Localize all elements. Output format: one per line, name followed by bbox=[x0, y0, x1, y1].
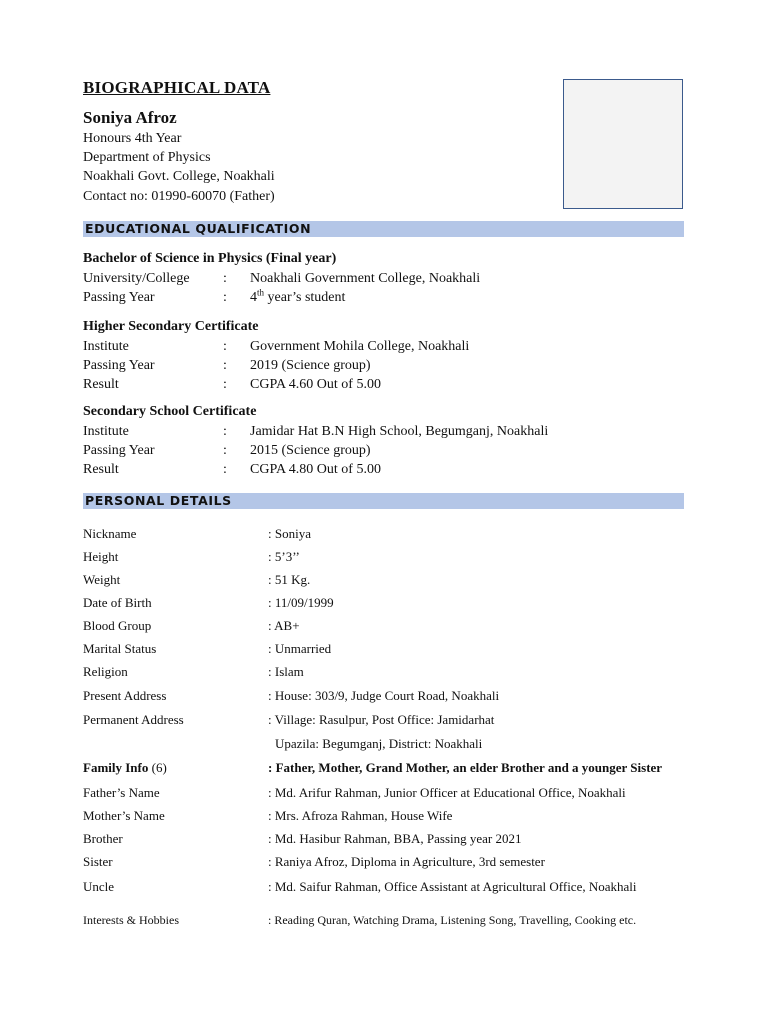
row-separator: : bbox=[223, 358, 227, 373]
row-value: : Mrs. Afroza Rahman, House Wife bbox=[268, 808, 453, 823]
row-value: : Reading Quran, Watching Drama, Listening Song, Travelling, Cooking etc. bbox=[268, 913, 637, 927]
row-value: : Soniya bbox=[268, 526, 311, 541]
row-value: : 5’3’’ bbox=[268, 549, 300, 564]
row-value-text: year’s student bbox=[264, 290, 346, 305]
row-value-number: 4 bbox=[250, 290, 257, 305]
college-line: Noakhali Govt. College, Noakhali bbox=[83, 169, 275, 184]
row-label: Blood Group bbox=[83, 618, 152, 633]
row-separator: : bbox=[223, 377, 227, 392]
year-line: Honours 4th Year bbox=[83, 131, 182, 146]
row-value: CGPA 4.80 Out of 5.00 bbox=[250, 462, 381, 477]
personal-heading: PERSONAL DETAILS bbox=[83, 493, 684, 509]
row-label: Passing Year bbox=[83, 290, 155, 305]
row-value: : Md. Saifur Rahman, Office Assistant at Agricultural Office, Noakhali bbox=[268, 879, 637, 894]
row-value: : AB+ bbox=[268, 618, 300, 633]
row-value: Noakhali Government College, Noakhali bbox=[250, 271, 481, 286]
row-value: : Village: Rasulpur, Post Office: Jamidarhat bbox=[268, 712, 495, 727]
row-value: : 51 Kg. bbox=[268, 572, 311, 587]
education-heading: EDUCATIONAL QUALIFICATION bbox=[83, 221, 684, 237]
row-value: Upazila: Begumganj, District: Noakhali bbox=[275, 736, 483, 751]
row-label: Father’s Name bbox=[83, 785, 160, 800]
row-value: Government Mohila College, Noakhali bbox=[250, 339, 470, 354]
row-label bbox=[83, 760, 167, 776]
row-label: Institute bbox=[83, 339, 129, 354]
row-value: CGPA 4.60 Out of 5.00 bbox=[250, 377, 381, 392]
document-title: BIOGRAPHICAL DATA bbox=[83, 78, 271, 97]
row-label: Mother’s Name bbox=[83, 808, 165, 823]
row-separator: : bbox=[223, 424, 227, 439]
row-value: 2019 (Science group) bbox=[250, 358, 371, 373]
row-value: : Md. Hasibur Rahman, BBA, Passing year 2021 bbox=[268, 831, 522, 846]
ssc-title: Secondary School Certificate bbox=[83, 404, 257, 419]
hsc-title: Higher Secondary Certificate bbox=[83, 319, 259, 334]
row-value: : Father, Mother, Grand Mother, an elder Brother and a younger Sister bbox=[268, 760, 663, 775]
row-separator: : bbox=[223, 462, 227, 477]
row-value bbox=[250, 287, 346, 306]
row-label: Nickname bbox=[83, 526, 137, 541]
row-value: : Raniya Afroz, Diploma in Agriculture, 3rd semester bbox=[268, 854, 545, 869]
row-label: Height bbox=[83, 549, 119, 564]
department-line: Department of Physics bbox=[83, 150, 211, 165]
row-label: Marital Status bbox=[83, 641, 157, 656]
row-label: Permanent Address bbox=[83, 712, 184, 727]
row-separator: : bbox=[223, 290, 227, 305]
family-info-label: Family Info bbox=[83, 760, 149, 775]
row-value: Jamidar Hat B.N High School, Begumganj, Noakhali bbox=[250, 424, 549, 439]
row-label: Result bbox=[83, 377, 119, 392]
row-value: 2015 (Science group) bbox=[250, 443, 371, 458]
row-value: : House: 303/9, Judge Court Road, Noakhali bbox=[268, 688, 500, 703]
row-label: Religion bbox=[83, 664, 128, 679]
photo-placeholder bbox=[563, 79, 683, 209]
row-separator: : bbox=[223, 271, 227, 286]
row-label: Passing Year bbox=[83, 358, 155, 373]
row-separator: : bbox=[223, 339, 227, 354]
row-label: University/College bbox=[83, 271, 190, 286]
person-name: Soniya Afroz bbox=[83, 108, 177, 127]
row-label: Result bbox=[83, 462, 119, 477]
row-label: Present Address bbox=[83, 688, 167, 703]
contact-line: Contact no: 01990-60070 (Father) bbox=[83, 189, 275, 204]
row-value: : Md. Arifur Rahman, Junior Officer at Educational Office, Noakhali bbox=[268, 785, 626, 800]
row-label: Brother bbox=[83, 831, 123, 846]
row-value-superscript: th bbox=[257, 287, 265, 298]
row-value: : Unmarried bbox=[268, 641, 332, 656]
row-separator: : bbox=[223, 443, 227, 458]
row-value: : 11/09/1999 bbox=[268, 595, 334, 610]
row-value: : Islam bbox=[268, 664, 304, 679]
bsc-title: Bachelor of Science in Physics (Final year) bbox=[83, 251, 337, 266]
row-label: Weight bbox=[83, 572, 121, 587]
row-label: Date of Birth bbox=[83, 595, 152, 610]
row-label: Uncle bbox=[83, 879, 115, 894]
row-label: Institute bbox=[83, 424, 129, 439]
row-label: Passing Year bbox=[83, 443, 155, 458]
family-count: (6) bbox=[148, 760, 167, 775]
row-label: Sister bbox=[83, 854, 113, 869]
row-label: Interests & Hobbies bbox=[83, 913, 179, 927]
